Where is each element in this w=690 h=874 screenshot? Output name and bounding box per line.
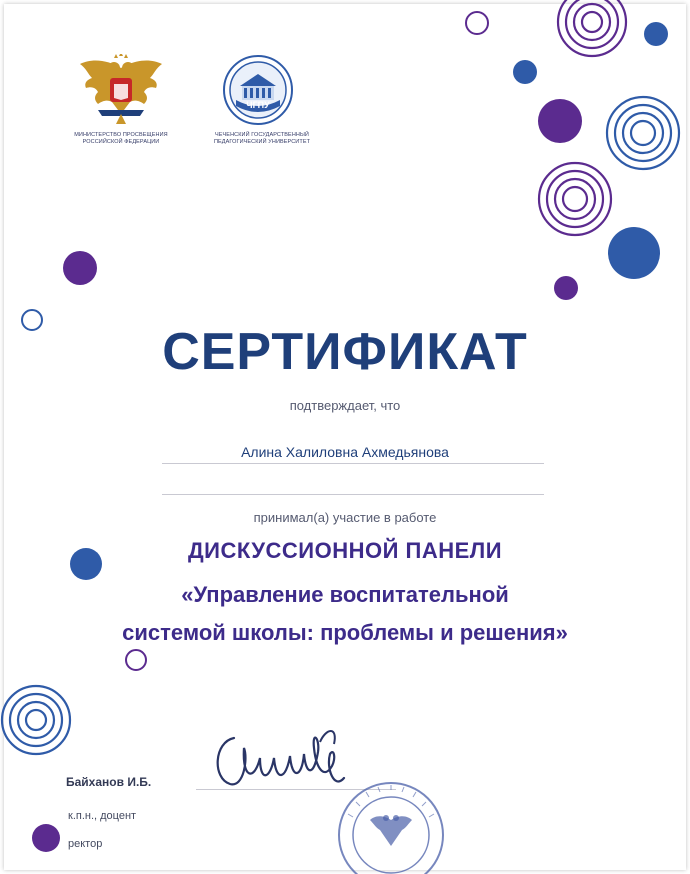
university-caption: ЧЕЧЕНСКИЙ ГОСУДАРСТВЕННЫЙ ПЕДАГОГИЧЕСКИЙ УНИВЕРСИТЕТ [213, 132, 311, 145]
ministry-emblem-icon [78, 54, 164, 126]
certificate-title: СЕРТИФИКАТ [162, 323, 528, 381]
event-type: ДИСКУССИОННОЙ ПАНЕЛИ [187, 538, 503, 563]
university-abbr: ЧГПУ [246, 100, 270, 110]
recipient-name: Алина Халиловна Ахмедьянова [241, 444, 449, 460]
event-name [0, 576, 690, 652]
blank-underline [162, 494, 544, 495]
circle-blue-top-right [644, 22, 668, 46]
signer-name: Байханов И.Б. [66, 775, 152, 789]
event-name-line-2: системой школы: проблемы и решения» [122, 620, 568, 645]
official-stamp-icon [336, 780, 446, 874]
ministry-caption: МИНИСТЕРСТВО ПРОСВЕЩЕНИЯ РОССИЙСКОЙ ФЕДЕРАЦИИ [74, 132, 168, 145]
university-logo-icon [222, 54, 294, 126]
circle-outline-mid [126, 650, 146, 670]
circle-blue-small [513, 60, 537, 84]
circle-purple-left [63, 251, 97, 285]
circle-purple-filled [538, 99, 582, 143]
concentric-circles-middle [539, 163, 611, 235]
circle-purple-bottom-left [32, 824, 60, 852]
concentric-circles-top [558, 0, 626, 56]
participated-text: принимал(а) участие в работе [253, 510, 437, 525]
circle-blue-large [608, 227, 660, 279]
circle-outline-small-top [466, 12, 488, 34]
recipient-underline [162, 463, 544, 464]
event-name-line-1: «Управление воспитательной [181, 582, 509, 607]
confirms-text: подтверждает, что [289, 398, 401, 413]
concentric-circles-right [607, 97, 679, 169]
signer-degree: к.п.н., доцент [68, 810, 137, 822]
concentric-circles-bottom-left [2, 686, 70, 754]
circle-purple-small-right [554, 276, 578, 300]
signer-position: ректор [68, 838, 103, 850]
